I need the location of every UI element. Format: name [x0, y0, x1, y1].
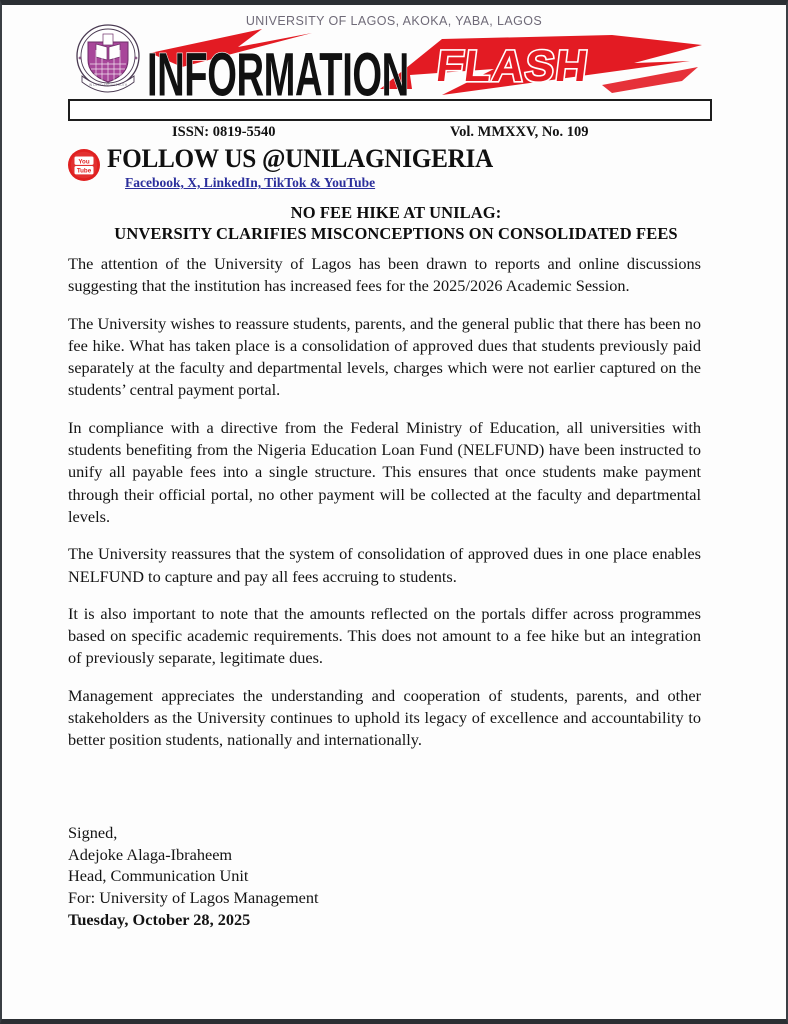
svg-text:FLASH: FLASH: [433, 42, 592, 91]
follow-us-block: [2, 144, 786, 192]
issn-label: ISSN: 0819-5540: [172, 124, 276, 140]
unilag-seal-icon: [74, 22, 142, 94]
social-platform-links[interactable]: Facebook, X, LinkedIn, TikTok & YouTube: [125, 175, 376, 190]
signatory-behalf: For: University of Lagos Management: [68, 887, 319, 907]
body-paragraph: It is also important to note that the amounts reflected on the portals differ across programmes based on specific academic requirements. This does not amount to a fee hike but an integration of previously separate, legitimate dues.: [68, 603, 701, 668]
headline-line-1: NO FEE HIKE AT UNILAG:: [290, 203, 502, 222]
signature-block: [68, 822, 568, 931]
headline: [62, 202, 730, 245]
svg-text:Tube: Tube: [76, 167, 92, 175]
body-paragraph: Management appreciates the understanding and cooperation of students, parents, and other stakeholders as the University continues to uphold its legacy of excellence and accountability to better position students, nationally and internationally.: [68, 685, 701, 750]
headline-line-2: UNVERSITY CLARIFIES MISCONCEPTIONS ON CONSOLIDATED FEES: [114, 224, 678, 243]
information-flash-wordmark: [142, 23, 702, 97]
body-paragraph: The University wishes to reassure students, parents, and the general public that there has been no fee hike. What has taken place is a consolidation of approved dues that students previously paid separately at the faculty and departmental levels, charges which were not earlier captured on the students’ central payment portal.: [68, 313, 701, 400]
svg-text:INFORMATION: INFORMATION: [146, 40, 409, 97]
volume-label: Vol. MMXXV, No. 109: [450, 124, 589, 140]
body-paragraph: The University reassures that the system of consolidation of approved dues in one place enables NELFUND to capture and pay all fees accruing to students.: [68, 544, 701, 586]
organization-line: UNIVERSITY OF LAGOS, AKOKA, YABA, LAGOS: [245, 14, 543, 28]
body-paragraph: In compliance with a directive from the Federal Ministry of Education, all universities with students benefiting from the Nigeria Education Loan Fund (NELFUND) have been instructed to unify all payable fees into a single structure. This ensures that once students make payment through their official portal, no other payment will be collected at the faculty and departmental levels.: [68, 417, 701, 526]
signatory-name: Adejoke Alaga-Ibraheem: [68, 844, 233, 864]
issn-volume-row: [68, 124, 712, 142]
masthead-blank-box: [68, 99, 712, 121]
svg-text:You: You: [78, 158, 90, 166]
follow-us-handle: FOLLOW US @UNILAGNIGERIA: [107, 144, 493, 173]
masthead: [2, 5, 786, 97]
page-content: [2, 5, 786, 1019]
publication-date: Tuesday, October 28, 2025: [68, 910, 251, 929]
body-paragraph: The attention of the University of Lagos has been drawn to reports and online discussions suggesting that the institution has increased fees for the 2025/2026 Academic Session.: [68, 254, 701, 296]
body-copy: [68, 253, 701, 752]
signed-label: Signed,: [68, 823, 118, 842]
signatory-role: Head, Communication Unit: [68, 866, 249, 885]
youtube-icon[interactable]: [67, 148, 101, 182]
svg-text:IN DEED AND IN TRUTH: IN DEED AND IN TRUTH: [88, 83, 128, 87]
